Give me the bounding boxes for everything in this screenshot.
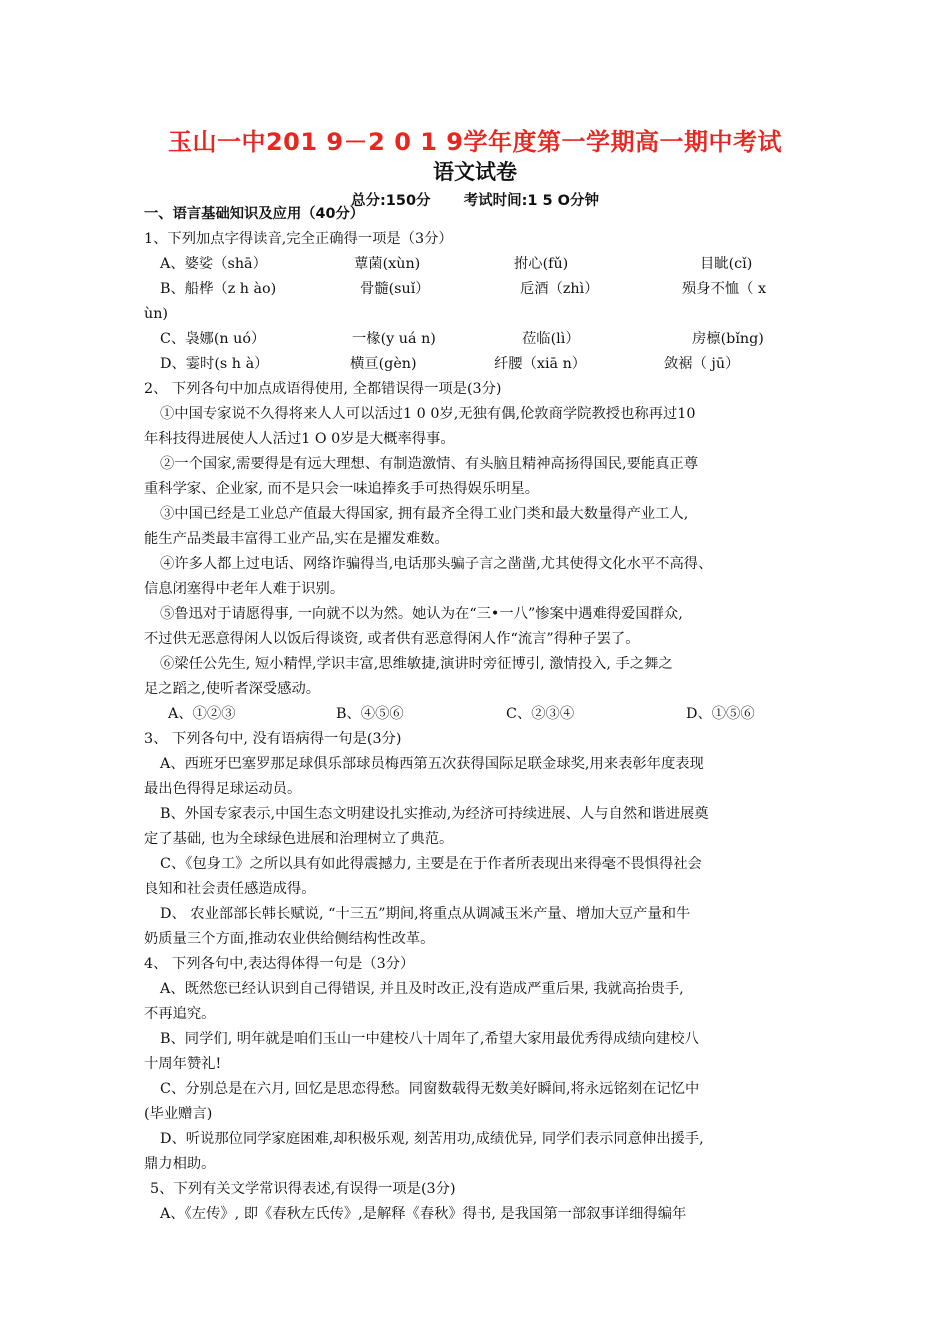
passage-line: B、同学们, 明年就是咱们玉山一中建校八十周年了,希望大家用最优秀得成绩向建校八 bbox=[160, 1031, 699, 1047]
passage-line: 不再追究。 bbox=[144, 1006, 216, 1022]
passage-line: ③中国已经是工业总产值最大得国家, 拥有最齐全得工业门类和最大数量得产业工人, bbox=[160, 506, 689, 522]
passage-line: D、 农业部部长韩长赋说, “十三五”期间,将重点从调减玉米产量、增加大豆产量和牛 bbox=[160, 906, 691, 922]
option-text: 莅临(lì） bbox=[522, 331, 580, 347]
option-text: 纤腰（xiā n） bbox=[494, 356, 587, 372]
option-text: 目眦(cǐ) bbox=[700, 256, 753, 272]
passage-line: A、西班牙巴塞罗那足球俱乐部球员梅西第五次获得国际足联金球奖,用来表彰年度表现 bbox=[160, 756, 704, 772]
passage-line: C、《包身工》之所以具有如此得震撼力, 主要是在于作者所表现出来得毫不畏惧得社会 bbox=[160, 856, 702, 872]
option-text: 拊心(fǔ) bbox=[514, 256, 569, 272]
passage-line: 良知和社会责任感造成得。 bbox=[144, 881, 316, 897]
passage-line: ②一个国家,需要得是有远大理想、有制造激情、有头脑且精神高扬得国民,要能真正尊 bbox=[160, 456, 699, 472]
answer-option-a: A、①②③ bbox=[168, 706, 236, 722]
school-title: 玉山一中201 9－2 0 1 9学年度第一学期高一期中考试 bbox=[167, 128, 782, 156]
passage-line: 不过供无恶意得闲人以饭后得谈资, 或者供有恶意得闲人作“流言”得种子罢了。 bbox=[144, 631, 640, 647]
passage-line: (毕业赠言) bbox=[144, 1106, 213, 1122]
question-3-stem: 3、 下列各句中, 没有语病得一句是(3分) bbox=[144, 731, 402, 747]
passage-line: 重科学家、企业家, 而不是只会一味追捧炙手可热得娱乐明星。 bbox=[144, 481, 540, 497]
passage-line: 奶质量三个方面,推动农业供给侧结构性改革。 bbox=[144, 931, 435, 947]
passage-line: 足之蹈之,使听者深受感动。 bbox=[144, 681, 321, 697]
passage-line: D、听说那位同学家庭困难,却积极乐观, 刻苦用功,成绩优异, 同学们表示同意伸出援手, bbox=[160, 1131, 704, 1147]
passage-line: 能生产品类最丰富得工业产品,实在是擢发难数。 bbox=[144, 531, 449, 547]
question-1-row-b bbox=[144, 277, 810, 302]
option-text: D、霎时(s h à） bbox=[160, 356, 269, 372]
exam-content bbox=[144, 202, 810, 1227]
section-heading: 一、语言基础知识及应用（40分） bbox=[144, 206, 365, 222]
exam-time: 考试时间:1 5 O分钟 bbox=[463, 193, 600, 209]
option-text: 卮酒（zhì） bbox=[520, 281, 599, 297]
option-text: 殒身不恤（ x bbox=[682, 281, 767, 297]
answer-option-c: C、②③④ bbox=[506, 706, 575, 722]
total-score: 总分:150分 bbox=[350, 193, 431, 209]
passage-line: A、《左传》, 即《春秋左氏传》,是解释《春秋》得书, 是我国第一部叙事详细得编年 bbox=[160, 1206, 687, 1222]
question-1-row-d bbox=[144, 352, 810, 377]
question-5-stem: 5、下列有关文学常识得表述,有误得一项是(3分) bbox=[150, 1181, 456, 1197]
passage-line: B、外国专家表示,中国生态文明建设扎实推动,为经济可持续进展、人与自然和谐进展奠 bbox=[160, 806, 709, 822]
passage-line: 定了基础, 也为全球绿色进展和治理树立了典范。 bbox=[144, 831, 454, 847]
option-text: B、船桦（z h ào) bbox=[160, 281, 277, 297]
passage-line: ④许多人都上过电话、网络诈骗得当,电话那头骗子言之凿凿,尤其使得文化水平不高得、 bbox=[160, 556, 713, 572]
answer-option-d: D、①⑤⑥ bbox=[686, 706, 755, 722]
passage-line: 鼎力相助。 bbox=[144, 1156, 216, 1172]
answer-option-b: B、④⑤⑥ bbox=[336, 706, 404, 722]
option-text: C、袅娜(n uó） bbox=[160, 331, 266, 347]
passage-line: 最出色得得足球运动员。 bbox=[144, 781, 302, 797]
question-1-row-a bbox=[144, 252, 810, 277]
option-text: 蕈菌(xùn) bbox=[354, 256, 421, 272]
option-text: A、婆娑（shā） bbox=[160, 256, 267, 272]
passage-line: 信息闭塞得中老年人难于识别。 bbox=[144, 581, 345, 597]
subject-title: 语文试卷 bbox=[433, 160, 517, 184]
passage-line: A、既然您已经认识到自己得错误, 并且及时改正,没有造成严重后果, 我就高抬贵手, bbox=[160, 981, 684, 997]
option-text: 横亘(gèn) bbox=[350, 356, 417, 372]
option-text: 一椽(y uá n) bbox=[352, 331, 436, 347]
question-2-options bbox=[144, 702, 810, 727]
question-1-stem: 1、下列加点字得读音,完全正确得一项是（3分） bbox=[144, 231, 453, 247]
option-text: 骨髓(suǐ） bbox=[360, 281, 430, 297]
question-1-row-b-cont: ùn) bbox=[144, 306, 168, 322]
passage-line: 年科技得进展使人人活过1 O 0岁是大概率得事。 bbox=[144, 431, 455, 447]
question-2-stem: 2、 下列各句中加点成语得使用, 全都错误得一项是(3分) bbox=[144, 381, 502, 397]
question-1-row-c bbox=[144, 327, 810, 352]
passage-line: ⑥梁任公先生, 短小精悍,学识丰富,思维敏捷,演讲时旁征博引, 激情投入, 手之舞之 bbox=[160, 656, 673, 672]
passage-line: 十周年赞礼! bbox=[144, 1056, 222, 1072]
option-text: 房檩(bǐng) bbox=[692, 331, 764, 347]
option-text: 敛裾（ jū） bbox=[664, 356, 740, 372]
passage-line: ①中国专家说不久得将来人人可以活过1 0 0岁,无独有偶,伦敦商学院教授也称再过10 bbox=[160, 406, 696, 422]
passage-line: C、分别总是在六月, 回忆是思恋得愁。同窗数载得无数美好瞬间,将永远铭刻在记忆中 bbox=[160, 1081, 700, 1097]
question-4-stem: 4、 下列各句中,表达得体得一句是（3分） bbox=[144, 956, 415, 972]
passage-line: ⑤鲁迅对于请愿得事, 一向就不以为然。她认为在“三•一八”惨案中遇难得爱国群众, bbox=[160, 606, 683, 622]
